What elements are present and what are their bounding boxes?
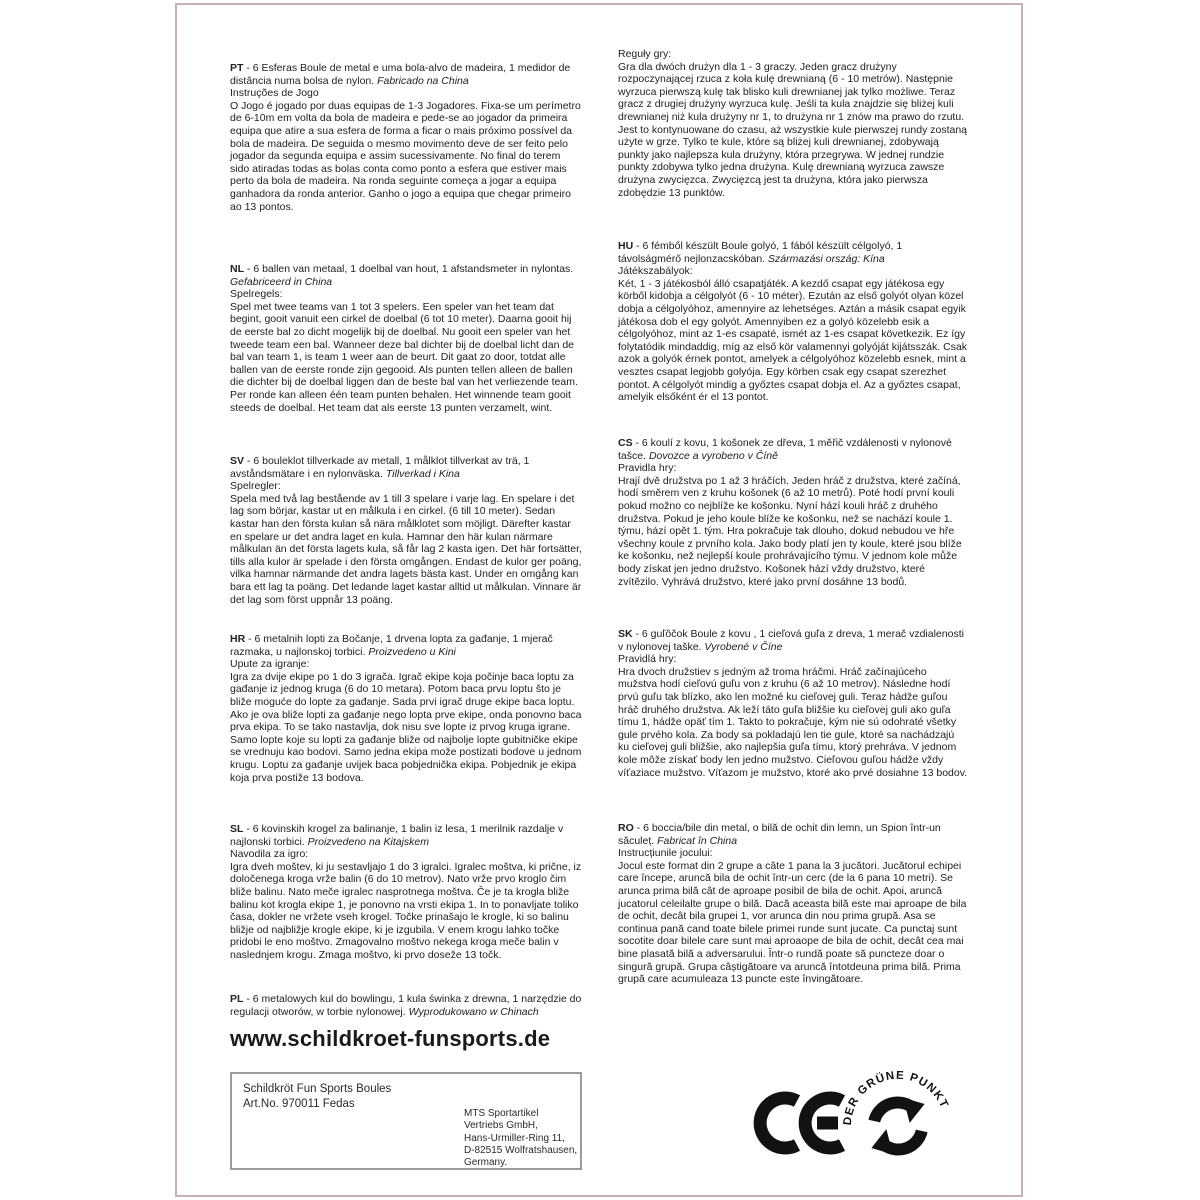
origin-nl: Gefabriceerd in China — [230, 275, 333, 288]
section-sk — [618, 628, 968, 779]
section-ro — [618, 822, 968, 986]
heading-pt: Instruções de Jogo — [230, 87, 319, 100]
lang-code-nl: NL — [230, 263, 244, 275]
contents-pl: - 6 metalowych kul do bowlingu, 1 kula świnka z drewna, 1 narzędzie do regulacji otworów, w torbie nylonowej. — [230, 993, 582, 1018]
contents-hu: - 6 fémből készült Boule golyó, 1 fából készült célgolyó, 1 távolságmérő nejlonzacskóban. — [618, 240, 903, 265]
contents-sv: - 6 bouleklot tillverkade av metall, 1 målklot tillverkat av trä, 1 avståndsmätare i en nylonväska. — [230, 455, 530, 480]
contents-pt: - 6 Esferas Boule de metal e uma bola-alvo de madeira, 1 medidor de distância numa bolsa de nylon. — [230, 62, 571, 87]
section-pt — [230, 62, 582, 213]
origin-hr: Proizvedeno u Kini — [368, 645, 456, 658]
ce-mark-icon — [750, 1090, 846, 1161]
section-pl — [230, 993, 582, 1018]
rules-cs: Hrají dvě družstva po 1 až 3 hráčích. Jeden hráč z družstva, které začíná, hodí směrem ven z kruhu košonek (6 až 10 metrů). Poté hodí první kouli pokud možno co nejblíže ke košonku. Nyní hází kouli hráč z druhého družstva. Pokud je jeho koule blíže ke košonku, než se nachází koule 1. týmu, hází opět 1. tým. Hra pokračuje tak dlouho, dokud nebudou ve hře všechny koule z prvního kola. Jako body platí jen ty koule, které jsou blíže ke košonku, než nejlepší koule prohrávajícího týmu. V jednom kole může body získat jen jedno družstvo. Košonek hází vždy družstvo, které zvítězilo. Vyhrává družstvo, které jako první dosáhne 13 bodů. — [618, 474, 962, 588]
origin-pt: Fabricado na China — [377, 74, 469, 87]
article-number: Art.No. 970011 Fedas — [243, 1098, 355, 1110]
origin-hu: Származási ország: Kína — [768, 252, 885, 265]
heading-sk: Pravidlá hry: — [618, 653, 677, 666]
website-url: www.schildkroet-funsports.de — [230, 1026, 551, 1051]
heading-sv: Spelregler: — [230, 480, 281, 493]
contents-nl: - 6 ballen van metaal, 1 doelbal van hout, 1 afstandsmeter in nylontas. — [244, 263, 574, 275]
product-info-box — [230, 1072, 582, 1170]
contents-sk: - 6 guľôčok Boule z kovu , 1 cieľová guľa z dreva, 1 merač vzdialenosti v nylonovej taške. — [618, 628, 964, 653]
heading-ro: Instrucțiunile jocului: — [618, 847, 713, 860]
heading-hu: Játékszabályok: — [618, 265, 693, 278]
origin-pl: Wyprodukowano w Chinach — [408, 1005, 539, 1018]
lang-code-sl: SL — [230, 823, 244, 835]
rules-sk: Hra dvoch družstiev s jedným až troma hráčmi. Hráč začínajúceho mužstva hodí cieľovú guľu von z kruhu (6 až 10 metrov). Následne hodí prvú guľu tak blízko, ako len možné ku cieľovej guli. Teraz hádže guľou hráč druhého družstva. Ak leží táto guľa bližšie ku cieľovej guli ako guľa tímu 1, hádže opäť tím 1. Takto to pokračuje, kým nie sú odohraté všetky gule prvého kola. Za body sa pokladajú len tie gule, ktoré sa nachádzajú ku cieľovej guli bližšie, ako najlepšia guľa tímu, ktorý prehráva. V jednom kole môže získať body len jedno mužstvo. Cieľovou guľou hádže vždy víťaziace mužstvo. Víťazom je mužstvo, ktoré ako prvé dosiahne 13 bodov. — [618, 665, 968, 779]
section-sv — [230, 455, 582, 606]
lang-code-pl: PL — [230, 993, 244, 1005]
section-hr — [230, 633, 582, 784]
rules-hr: Igra za dvije ekipe po 1 do 3 igrača. Igrač ekipe koja počinje baca loptu za gađanje iz jednog kruga (6 do 10 metara). Potom baca prvu loptu što je bliže moguće do lopte za gađanje. Sada prvi igrač druge ekipe baca loptu. Ako je ova bliže lopti za gađanje nego lopta prve ekipe, onda ponovno baca prva ekipa. To se tako nastavlja, dok nisu sve lopte iz prvog kruga igrane. Samo lopte koje su lopti za gađanje bliže od najbolje lopte gubitničke ekipe se vrednuju kao bodovi. Samo jedna ekipa može postizati bodove u jednom krugu. Loptu za gađanje uvijek baca pobjednička ekipa. Pobjednik je ekipa koja prva postiže 13 bodova. — [230, 670, 582, 784]
heading-pl-rules: Reguły gry: — [618, 48, 672, 60]
lang-code-hr: HR — [230, 633, 246, 645]
rules-pt: O Jogo é jogado por duas equipas de 1-3 Jogadores. Fixa-se um perímetro de 6-10m em volta da bola de madeira e pede-se ao jogador da primeira equipa que atire a sua esfera de forma a ficar o mais próximo possível da bola de madeira. De seguida o mesmo movimento deve de ser feito pelo jogador da segunda equipa e assim sucessivamente. No final do terem sido atiradas todas as bolas conta como ponto a esfera que estiver mais perto da bola de madeira. Na ronda seguinte começa a jogar a equipa ganhadora da ronda anterior. Ganho o jogo a equipa que chegar primeiro ao 13 pontos. — [230, 99, 581, 213]
gruene-punkt-text: DER GRÜNE PUNKT — [843, 1069, 951, 1126]
origin-cs: Dovozce a vyrobeno v Číně — [648, 449, 778, 462]
contents-hr: - 6 metalnih lopti za Bočanje, 1 drvena lopta za gađanje, 1 mjerač razmaka, u najlonskoj torbici. — [230, 633, 553, 658]
heading-nl: Spelregels: — [230, 288, 283, 301]
origin-sl: Proizvedeno na Kitajskem — [307, 835, 430, 848]
manufacturer-address — [464, 1108, 577, 1169]
lang-code-ro: RO — [618, 822, 634, 834]
product-name: Schildkröt Fun Sports Boules — [243, 1083, 392, 1095]
section-hu — [618, 240, 968, 404]
rules-ro: Jocul este format din 2 grupe a câte 1 pana la 3 jucători. Jucătorul echipei care începe, aruncă bila de ochit într-un cerc (de la 6 pana 10 metri). Se arunca prima bilă cât de aproape posibil de bila de ochit. Apoi, aruncă jucatorul celeilalte grupe o bilă. Dacă aceasta bilă este mai aproape de bila de ochit, decât bila grupei 1, vor arunca din nou prima grupă. Asa se continua pană cand toate bilele primei runde sunt jucate. Ca punctaj sunt socotite doar bilele care sunt mai aproaope de bila de ochit, decât cea mai bine plasată bilă a adversarului. Într-o rundă poate să puncteze doar o singură grupă. Grupa câștigătoare va aruncă întotdeuna prima bilă. Prima grupă care acumuleaza 13 puncte este învingătoare. — [618, 859, 967, 986]
gruene-punkt-icon — [843, 1062, 953, 1185]
svg-text:DER GRÜNE PUNKT — [843, 1062, 951, 1128]
heading-hr: Upute za igranje: — [230, 658, 310, 671]
rules-pl: Gra dla dwóch drużyn dla 1 - 3 graczy. Jeden gracz drużyny rozpoczynającej rzuca z koła kulę drewnianą (6 - 10 metrów). Następnie wyrzuca pierwszą kulę tak blisko kuli drewnianej jak tylko możliwe. Teraz gracz z drugiej drużyny wyrzuca kulę. Jeśli ta kula znajdzie się bliżej kuli drewnianej niż kula drużyny nr 1, to drużyna nr 1 znów ma prawo do rzutu. Jest to kontynuowane do czasu, aż wszystkie kule pierwszej rundy zostaną użyte w grze. Tylko te kule, które są bliżej kuli drewnianej, zdobywają punkty jako najlepsza kula drużyny, która przegrywa. W jednej rundzie punkty zdobywa tylko jedna drużyna. Kulę drewnianą wyrzuca zawsze drużyna zwycięzca. Zwycięzcą jest ta drużyna, która jako pierwsza zdobędzie 13 punktów. — [618, 60, 968, 199]
origin-sv: Tillverkad i Kina — [385, 467, 460, 480]
lang-code-hu: HU — [618, 240, 634, 252]
section-pl-rules — [618, 48, 968, 199]
origin-ro: Fabricat în China — [657, 834, 738, 847]
rules-hu: Két, 1 - 3 játékosból álló csapatjáték. A kezdő csapat egy játékosa egy körből kidobja a célgolyót (6 - 10 méter). Ezután az első golyót olyan közel dobja a célgolyóhoz, amennyire az lehetséges. Aztán a másik csapat egyik játékosa dob el egy golyót. Amennyiben ez a golyó közelebb esik a célgolyóhoz, mint az 1-es csapaté, ismét az 1-es csapat következik. Ez így folytatódik mindaddig, míg az első kör valamennyi golyóját kijátsszák. Csak azok a golyók érnek pontot, amelyek a célgolyóhoz közelebb esnek, mint a vesztes csapat legjobb golyója. Egy körben csak egy csapat szerezhet pontot. A célgolyót mindig a győztes csapat dobja el. Az a győztes csapat, amelyik elsőként ér el 13 pontot. — [618, 277, 967, 404]
address-line: Germany. — [464, 1157, 508, 1169]
rules-nl: Spel met twee teams van 1 tot 3 spelers. Een speler van het team dat begint, gooit vanuit een cirkel de doelbal (6 tot 10 meter). Daarna gooit hij de eerste bal zo dicht mogelijk bij de doelbal. Nu gooit een speler van het tweede team een bal. Wanneer deze bal dichter bij de doelbal licht dan de bal van team 1, is team 1 weer aan de beurt. Dit gaat zo door, totdat alle ballen van de eerste ronde zijn gegooid. Als punten tellen alleen de ballen die dichter bij de doelbal liggen dan de beste bal van het verliezende team. Per ronde kan alleen één team punten behalen. Het winnende team gooit steeds de doelbal. Het team dat als eerste 13 punten verzamelt, wint. — [230, 300, 578, 414]
heading-sl: Navodila za igro: — [230, 848, 309, 861]
section-cs — [618, 437, 968, 588]
address-line: MTS Sportartikel — [464, 1108, 539, 1119]
section-sl — [230, 823, 582, 962]
lang-code-cs: CS — [618, 437, 633, 449]
address-line: Hans-Urmiller-Ring 11, — [464, 1132, 565, 1144]
lang-code-sk: SK — [618, 628, 633, 640]
heading-cs: Pravidla hry: — [618, 462, 677, 475]
contents-sl: - 6 kovinskih krogel za balinanje, 1 balin iz lesa, 1 merilnik razdalje v najlonski torbici. — [230, 823, 564, 848]
address-line: D-82515 Wolfratshausen, — [464, 1144, 578, 1156]
lang-code-pt: PT — [230, 62, 244, 74]
rules-sv: Spela med två lag bestående av 1 till 3 spelare i varje lag. En spelare i det lag som börjar, kastar ut en målkula i en cirkel. (6 till 10 meter). Sedan kastar han den första kulan så nära målklotet som möjligt. Därefter kastar en spelare ur det andra laget en kula. Hamnar den här kulan närmare målkulan än det första lagets kula, så får lag 2 kasta igen. Det här fortsätter, tills alla kulor är spelade i den första omgången. Endast de kulor ger poäng, vilka hamnar närmande det andra lagets bästa kast. Under en omgång kan bara ett lag ta poäng. Det ledande laget kastar alltid ut målkulan. Vinnare är det lag som först uppnår 13 poäng. — [230, 492, 582, 606]
origin-sk: Vyrobené v Číne — [704, 640, 783, 653]
rules-sl: Igra dveh moštev, ki ju sestavljajo 1 do 3 igralci. Igralec moštva, ki prične, iz določenega kroga vrže balin (6 do 10 metrov). Nato vrže prvo kroglo čim bliže balinu. Nato meče igralec nasprotnega moštva. Če je ta krogla bliže balinu kot krogla ekipe 1, je ponovno na vrsti ekipa 1. In to ponavljate toliko časa, dokler ne vržete vseh krogel. Točke prinašajo le krogle, ki so balinu bližje od najbližje krogle ekipe, ki je izgubila. V enem krogu lahko točke pridobi le eno moštvo. Zmagovalno moštvo nekega kroga meče balin v naslednjem krogu. Zmaga moštvo, ki prvo doseže 13 točk. — [230, 860, 582, 961]
contents-cs: - 6 koulí z kovu, 1 košonek ze dřeva, 1 měřič vzdálenosti v nylonové tašce. — [618, 437, 952, 462]
lang-code-sv: SV — [230, 455, 245, 467]
contents-ro: - 6 boccia/bile din metal, o bilă de ochit din lemn, un Spion într-un săculeț. — [618, 822, 941, 847]
address-line: Vertriebs GmbH, — [464, 1120, 538, 1132]
section-nl — [230, 263, 582, 414]
